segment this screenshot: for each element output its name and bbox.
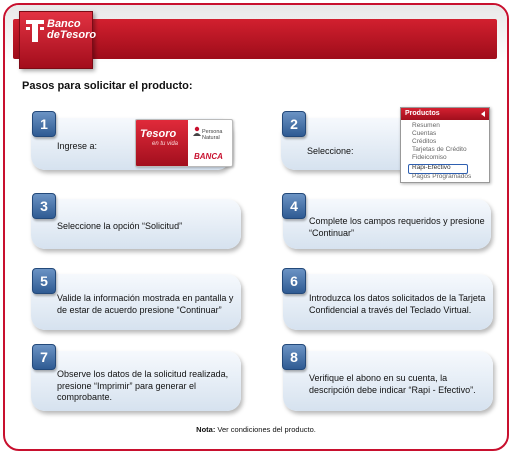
step-card-7 — [31, 351, 241, 411]
person-icon — [192, 126, 202, 136]
step-text: Observe los datos de la solicitud realizada, presione “Imprimir” para generar el comprobante. — [57, 369, 229, 402]
menu-item-pagos[interactable]: Pagos Programados — [412, 173, 472, 180]
step-card-4 — [283, 199, 491, 249]
online-banking-banner[interactable] — [135, 119, 233, 167]
step-number-6: 6 — [282, 268, 306, 294]
banner-banca: BANCA — [194, 152, 223, 161]
step-number-7: 7 — [32, 344, 56, 370]
step-card-8 — [283, 351, 493, 411]
menu-item-cuentas[interactable]: Cuentas — [412, 130, 437, 137]
step-text: Verifique el abono en su cuenta, la descripción debe indicar “Rapi - Efectivo”. — [309, 373, 476, 395]
step-number-5: 5 — [32, 268, 56, 294]
caret-left-icon — [481, 111, 485, 117]
menu-item-resumen[interactable]: Resumen — [412, 122, 440, 129]
step-number-1: 1 — [32, 111, 56, 137]
page-title: Pasos para solicitar el producto: — [22, 80, 193, 92]
menu-item-tarjetas[interactable]: Tarjetas de Crédito — [412, 146, 467, 153]
step-text: Seleccione la opción “Solicitud” — [57, 221, 183, 231]
step-number-3: 3 — [32, 193, 56, 219]
menu-header-label: Productos — [405, 110, 440, 117]
main-frame — [3, 3, 509, 451]
menu-item-rapi-efectivo[interactable]: Rapi-Efectivo — [412, 164, 451, 171]
step-card-6 — [283, 274, 493, 330]
step-text: Valide la información mostrada en pantalla y de estar de acuerdo presione “Continuar” — [57, 293, 234, 315]
bank-logo[interactable] — [19, 11, 97, 69]
step-text: Introduzca los datos solicitados de la Tarjeta Confidencial a través del Teclado Virtual. — [309, 293, 486, 315]
footnote — [5, 425, 507, 434]
banner-red-panel — [136, 120, 188, 166]
menu-header[interactable] — [401, 108, 489, 120]
step-card-3 — [31, 199, 241, 249]
menu-item-fideicomiso[interactable]: Fideicomiso — [412, 154, 447, 161]
footnote-text: Ver condiciones del producto. — [215, 425, 316, 434]
bank-name-line2: deTesoro — [47, 29, 97, 41]
step-number-2: 2 — [282, 111, 306, 137]
header — [5, 5, 507, 63]
footnote-label: Nota: — [196, 425, 216, 434]
menu-item-creditos[interactable]: Créditos — [412, 138, 437, 145]
banner-brand: Tesoro — [140, 128, 177, 140]
banner-label: Persona Natural — [202, 129, 223, 141]
bank-name-line1: Banco — [47, 18, 81, 30]
products-menu[interactable] — [400, 107, 490, 183]
bank-name — [47, 19, 96, 41]
bank-logo-icon — [25, 19, 45, 43]
step-text: Seleccione: — [307, 146, 354, 156]
step-text: Complete los campos requeridos y presione “Continuar” — [309, 216, 485, 238]
step-number-4: 4 — [282, 193, 306, 219]
banner-slogan: en tu vida — [152, 141, 179, 147]
step-number-8: 8 — [282, 344, 306, 370]
step-card-5 — [31, 274, 241, 330]
step-text: Ingrese a: — [57, 141, 98, 151]
